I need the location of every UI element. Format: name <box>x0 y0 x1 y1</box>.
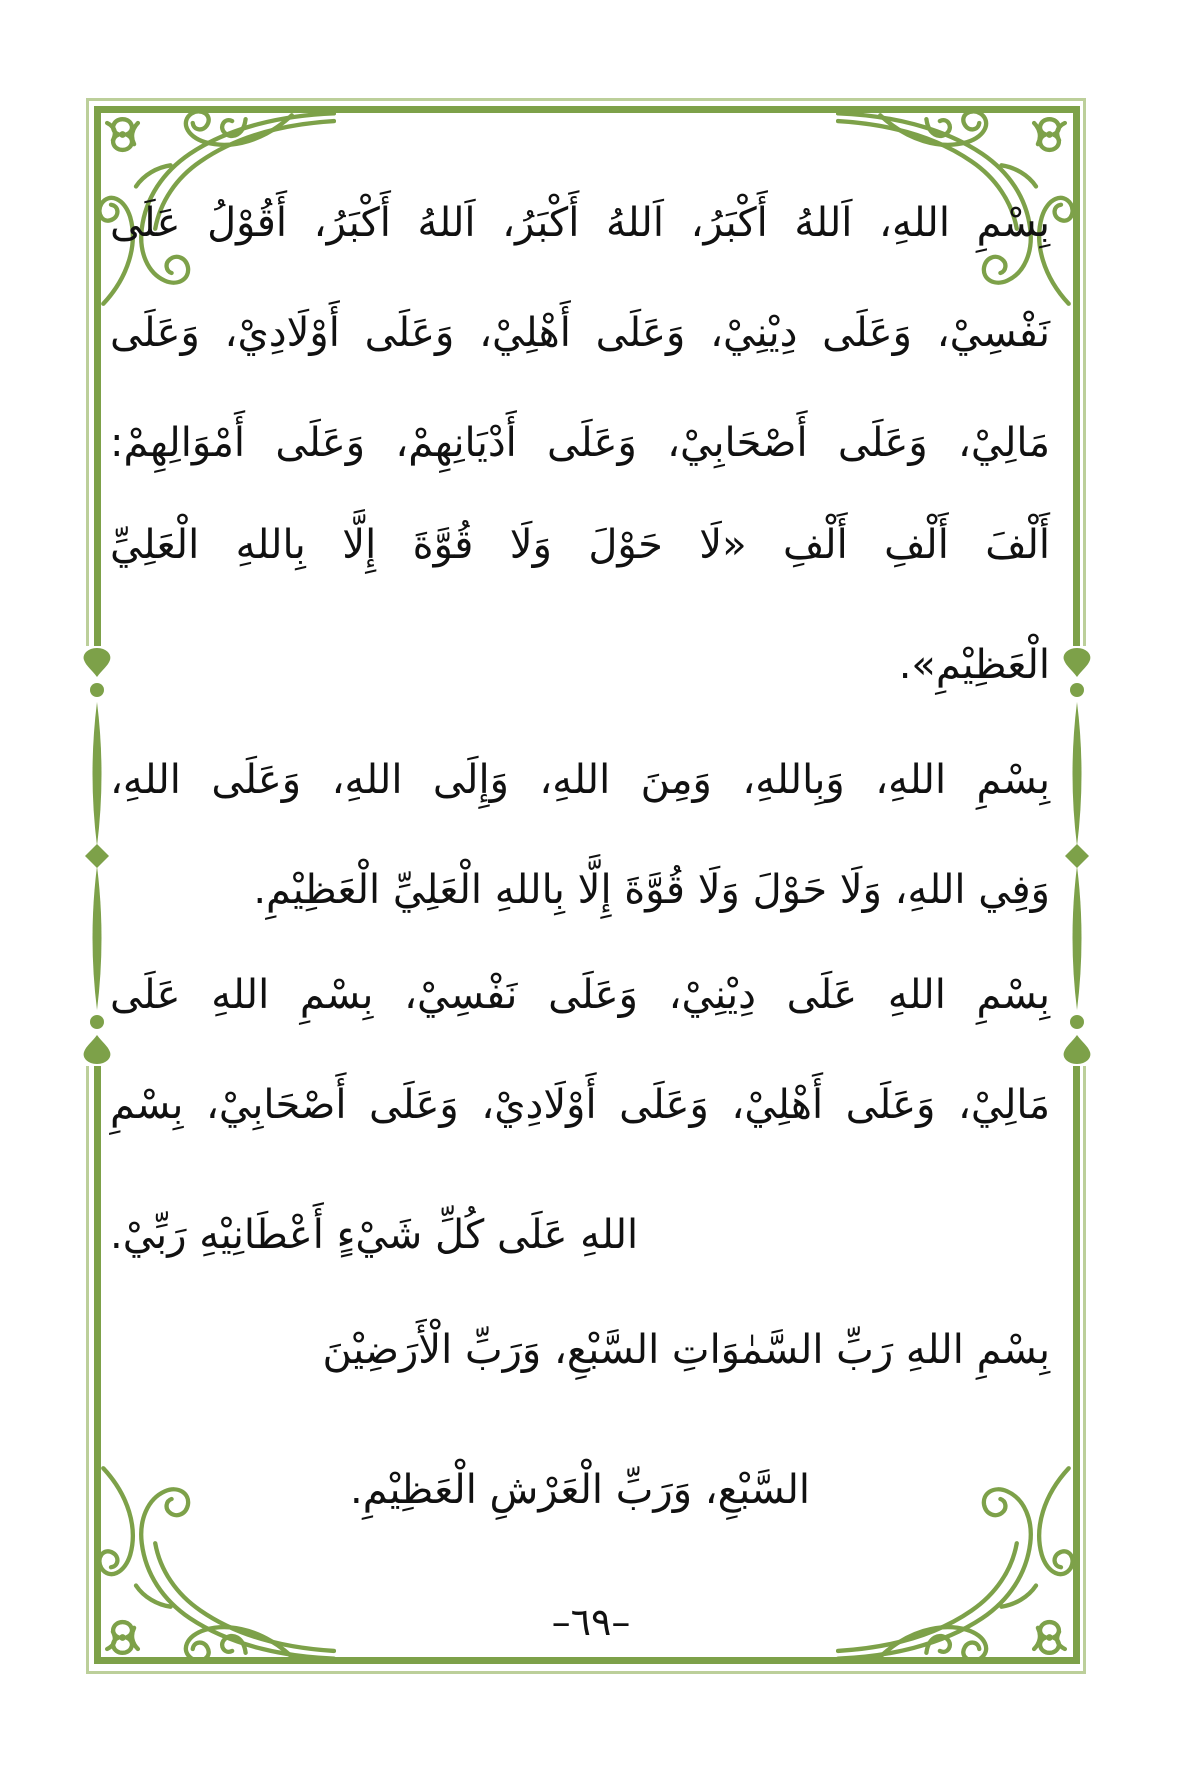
text-line: اللهِ عَلَى كُلِّ شَيْءٍ أَعْطَانِيْهِ رَبِّيْ. <box>110 1212 639 1258</box>
text-line: السَّبْعِ، وَرَبِّ الْعَرْشِ الْعَظِيْمِ. <box>350 1467 810 1513</box>
text-line: مَالِيْ، وَعَلَى أَصْحَابِيْ، وَعَلَى أَدْيَانِهِمْ، وَعَلَى أَمْوَالِهِمْ: <box>110 420 1050 466</box>
text-line: بِسْمِ اللهِ عَلَى دِيْنِيْ، وَعَلَى نَفْسِيْ، بِسْمِ اللهِ عَلَى <box>110 972 1050 1018</box>
text-line: نَفْسِيْ، وَعَلَى دِيْنِيْ، وَعَلَى أَهْلِيْ، وَعَلَى أَوْلَادِيْ، وَعَلَى <box>110 310 1050 356</box>
text-line: بِسْمِ اللهِ رَبِّ السَّمٰوَاتِ السَّبْعِ، وَرَبِّ الْأَرَضِيْنَ <box>322 1327 1050 1373</box>
text-line: مَالِيْ، وَعَلَى أَهْلِيْ، وَعَلَى أَوْلَادِيْ، وَعَلَى أَصْحَابِيْ، بِسْمِ <box>110 1082 1050 1128</box>
page-number: –٦٩– <box>551 1600 631 1644</box>
text-line: الْعَظِيْمِ». <box>898 642 1050 688</box>
side-spindle-ornament-right-icon <box>1060 646 1094 1066</box>
text-line: بِسْمِ اللهِ، اَللهُ أَكْبَرُ، اَللهُ أَكْبَرُ، اَللهُ أَكْبَرُ، أَقُوْلُ عَلَى <box>110 200 1050 246</box>
page-text <box>110 0 1050 1773</box>
side-spindle-ornament-left-icon <box>80 646 114 1066</box>
text-line: وَفِي اللهِ، وَلَا حَوْلَ وَلَا قُوَّةَ إِلَّا بِاللهِ الْعَلِيِّ الْعَظِيْمِ. <box>253 867 1050 913</box>
text-line: بِسْمِ اللهِ، وَبِاللهِ، وَمِنَ اللهِ، وَإِلَى اللهِ، وَعَلَى اللهِ، <box>110 757 1050 803</box>
text-line: أَلْفَ أَلْفِ أَلْفِ «لَا حَوْلَ وَلَا قُوَّةَ إِلَّا بِاللهِ الْعَلِيِّ <box>110 522 1050 568</box>
